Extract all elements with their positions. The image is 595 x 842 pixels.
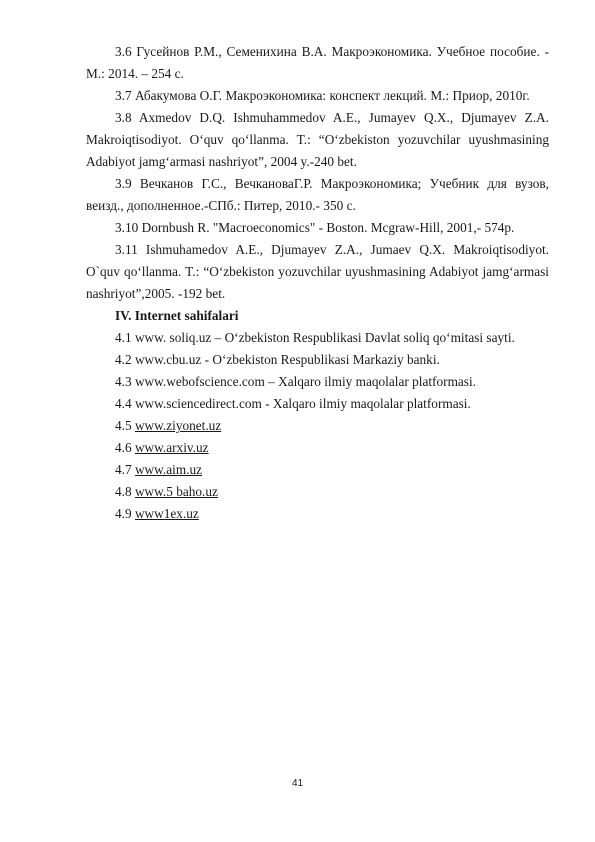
item-number: 4.6	[115, 440, 132, 455]
item-text: www. soliq.uz – O‘zbekiston Respublikasi Davlat soliq qo‘mitasi sayti.	[134, 330, 515, 345]
reference-3-9: 3.9 Вечканов Г.С., ВечкановаГ.Р. Макроэкономика; Учебник для вузов, веизд., дополненное.-СПб.: Питер, 2010.- 350 с.	[86, 176, 549, 213]
item-number: 4.7	[115, 462, 132, 477]
item-number: 4.1	[115, 330, 132, 345]
item-number: 4.5	[115, 418, 132, 433]
item-number: 4.4	[115, 396, 132, 411]
item-number: 4.3	[115, 374, 132, 389]
link-arxiv[interactable]: www.arxiv.uz	[134, 440, 209, 455]
link-1ex[interactable]: www1ex.uz	[134, 506, 199, 521]
page-number: 41	[291, 778, 304, 789]
internet-site-item	[86, 349, 549, 371]
internet-site-item	[86, 371, 549, 393]
reference-3-11: 3.11 Ishmuhamedov A.E., Djumayev Z.A., Jumaev Q.X. Makroiqtisodiyot. O`quv qo‘llanma. T.: “O‘zbekiston yozuvchilar uyushmasining Adabiyot jamg‘armasi nashriyot”,2005. -192 bet.	[86, 242, 549, 301]
link-item	[86, 503, 549, 525]
internet-site-item	[86, 393, 549, 415]
link-aim[interactable]: www.aim.uz	[134, 462, 203, 477]
link-item	[86, 459, 549, 481]
item-text: www.cbu.uz - O‘zbekiston Respublikasi Markaziy banki.	[134, 352, 440, 367]
item-number: 4.9	[115, 506, 132, 521]
internet-site-item	[86, 327, 549, 349]
link-item	[86, 415, 549, 437]
item-text: www.webofscience.com – Xalqaro ilmiy maqolalar platformasi.	[134, 374, 477, 389]
reference-3-10: 3.10 Dornbush R. "Macroeconomics" - Boston. Mcgraw-Hill, 2001,- 574p.	[115, 220, 515, 235]
reference-3-7: 3.7 Абакумова О.Г. Макроэкономика: конспект лекций. М.: Приор, 2010г.	[115, 88, 530, 103]
reference-3-6: 3.6 Гусейнов Р.М., Семенихина В.А. Макроэкономика. Учебное пособие. - М.: 2014. – 254 с.	[86, 44, 549, 81]
link-ziyonet[interactable]: www.ziyonet.uz	[134, 418, 222, 433]
item-number: 4.8	[115, 484, 132, 499]
item-number: 4.2	[115, 352, 132, 367]
link-item	[86, 481, 549, 503]
link-5baho[interactable]: www.5 baho.uz	[134, 484, 218, 499]
internet-section-heading: IV. Internet sahifalari	[115, 308, 239, 323]
item-text: www.sciencedirect.com - Xalqaro ilmiy maqolalar platformasi.	[134, 396, 471, 411]
document-body	[86, 41, 549, 525]
link-item	[86, 437, 549, 459]
reference-3-8: 3.8 Axmedov D.Q. Ishmuhammedov A.E., Jumayev Q.X., Djumayev Z.A. Makroiqtisodiyot. O‘quv qo‘llanma. T.: “O‘zbekiston yozuvchilar uyushmasining Adabiyot jamg‘armasi nashriyot”, 2004 y.-240 bet.	[86, 110, 549, 169]
